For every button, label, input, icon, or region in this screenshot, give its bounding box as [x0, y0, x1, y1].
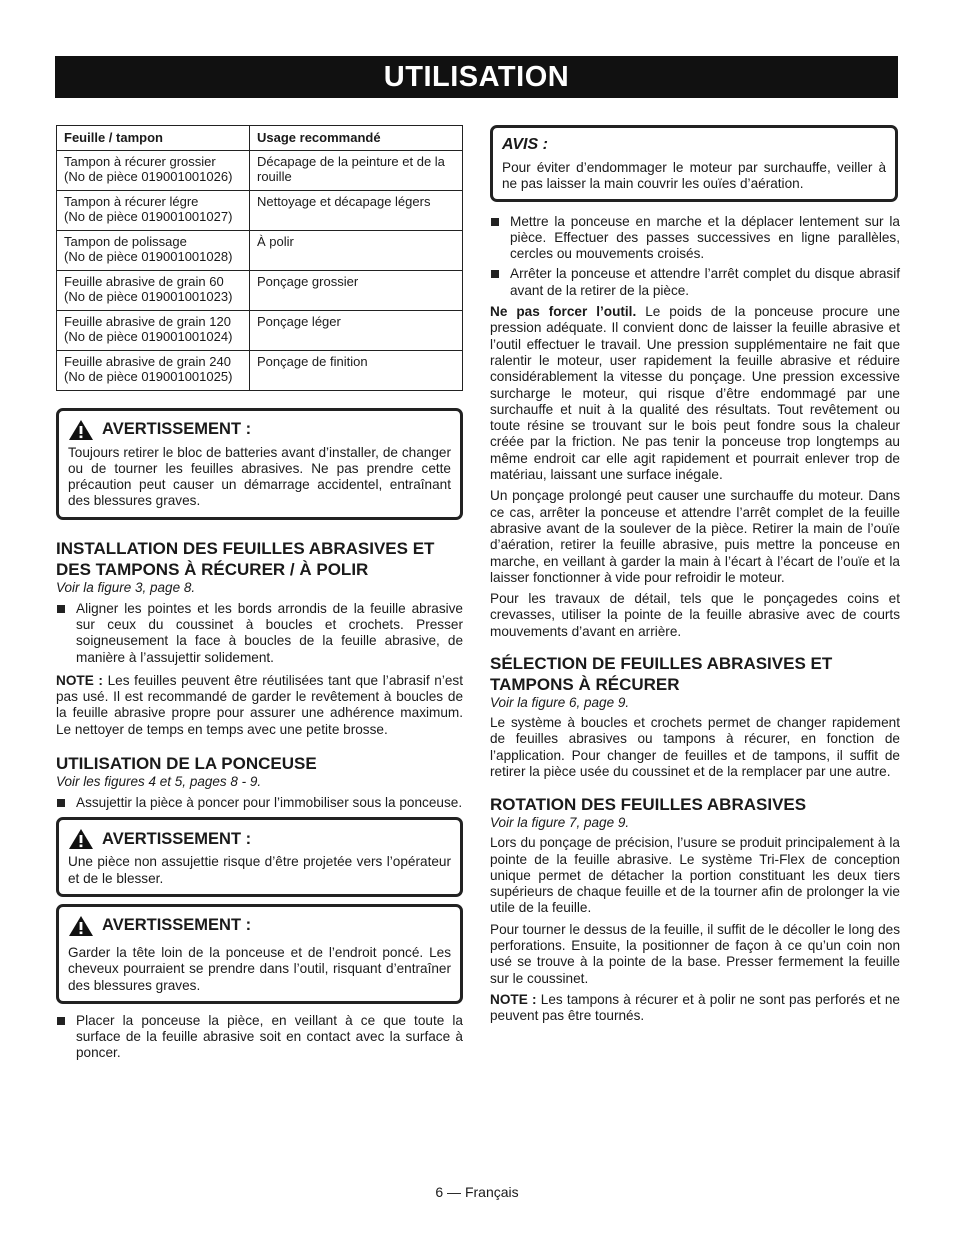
note-label: NOTE : — [56, 672, 103, 688]
left-column — [56, 125, 463, 1062]
paragraph-selection: Le système à boucles et crochets permet de changer rapidement de feuilles abrasives ou tampons à récurer, en fonction de l’application. Pour changer de feuilles et de tampons, il suffit de retirer la pièce usée du coussinet et de la remplacer par une autre. — [490, 715, 900, 779]
warning-body: Garder la tête loin de la ponceuse et de l’endroit poncé. Les cheveux pourraient se prendre dans l’outil, risquant d’entraîner des blessures graves. — [68, 944, 451, 993]
paragraph-force — [490, 304, 900, 483]
note-label: NOTE : — [490, 991, 537, 1007]
page-number: 6 — Français — [435, 1184, 519, 1200]
note-paragraph — [56, 673, 463, 738]
square-bullet-icon — [491, 270, 499, 278]
table-cell: Nettoyage et décapage légers — [250, 190, 463, 230]
warning-title — [68, 419, 451, 441]
table-cell: Tampon à récurer légre (No de pièce 019001001027) — [57, 190, 250, 230]
notice-body: Pour éviter d’endommager le moteur par surchauffe, veiller à ne pas laisser la main couvrir les ouïes d’aération. — [502, 160, 886, 192]
paragraph-lead: Ne pas forcer l’outil. — [490, 304, 637, 320]
square-bullet-icon — [57, 605, 65, 613]
list-item-text: Aligner les pointes et les bords arrondis de la feuille abrasive sur ceux du coussinet à boucles et crochets. Presser soigneusement la face à boucles de la feuille abrasive, de manière à l’assujettir solidement. — [76, 600, 463, 665]
paragraph-rotation-1: Lors du ponçage de précision, l’usure se produit principalement à la pointe de la feuille abrasive. Le système Tri-Flex de conception unique permet de détacher la portion constituant les deux tiers supérieurs de chaque feuille et de la tourner afin de prolonger la vie utile de la feuille. — [490, 835, 900, 916]
section-heading-selection: SÉLECTION DE FEUILLES ABRASIVES ET TAMPONS À RÉCURER — [490, 654, 833, 695]
page-banner-title: UTILISATION — [55, 56, 898, 98]
list-item-text: Mettre la ponceuse en marche et la déplacer lentement sur la pièce. Effectuer des passes successives en ligne parallèles, cercles ou mouvements croisés. — [510, 213, 900, 262]
warning-title — [68, 828, 451, 850]
warning-title-text: AVERTISSEMENT : — [102, 916, 252, 935]
warning-body: Une pièce non assujettie risque d’être projetée vers l’opérateur et de le blesser. — [68, 854, 451, 886]
table-row — [57, 350, 463, 390]
paragraph-text: Le poids de la ponceuse procure une pression adéquate. Il convient donc de laisser la feuille abrasive et l’outil effectuer le travail. Une pression supplémentaire ne fait que ralentir le moteur, user rapidement la feuille abrasive et réduire considérablement la vitesse du ponçage. Une pression excessive surcharge le moteur, qui risque d’être endommagé par une surchauffe et nuit à la qualité des résultats. Tout revêtement ou toute résine se trouvant sur le bois peut fondre sous la chaleur créée par la friction. Ne pas tenir la ponceuse trop longtemps au même endroit car elle agit rapidement et pourrait enlever trop de matériau, laissant une surface inégale. — [490, 304, 900, 483]
warning-box-batteries — [56, 408, 463, 520]
table-row — [57, 150, 463, 190]
table-cell: Ponçage léger — [250, 310, 463, 350]
list-item — [56, 795, 463, 811]
list-item — [56, 601, 463, 666]
section-heading-installation: INSTALLATION DES FEUILLES ABRASIVES ET DES TAMPONS À RÉCURER / À POLIR — [56, 538, 435, 579]
table-row — [57, 230, 463, 270]
warning-triangle-icon — [68, 419, 94, 441]
warning-title — [68, 915, 451, 937]
table-cell: Décapage de la peinture et de la rouille — [250, 150, 463, 190]
list-item — [490, 266, 900, 299]
square-bullet-icon — [57, 1017, 65, 1025]
notice-box — [490, 125, 898, 202]
table-header-row — [57, 126, 463, 151]
table-row — [57, 310, 463, 350]
figure-reference: Voir la figure 3, page 8. — [56, 579, 196, 595]
table-cell: Feuille abrasive de grain 120 (No de pièce 019001001024) — [57, 310, 250, 350]
section-heading-use: UTILISATION DE LA PONCEUSE — [56, 754, 317, 774]
square-bullet-icon — [57, 799, 65, 807]
list-item — [56, 1013, 463, 1062]
paragraph-overheat: Un ponçage prolongé peut causer une surchauffe du moteur. Dans ce cas, arrêter la ponceuse et attendre l’arrêt complet de la feuille abrasive avant de la soulever de la pièce. Retirer la main de l’ouïe d’aération, retirer la feuille abrasive, puis mettre la ponceuse en marche, en veillant à garder la main à l’écart à l’écart de l’ouïe et la laisser fonctionner à vide pour refroidir le moteur. — [490, 488, 900, 585]
list-item-text: Placer la ponceuse la pièce, en veillant à ce que toute la surface de la feuille abrasive soit en contact avec la surface à poncer. — [76, 1012, 463, 1061]
warning-triangle-icon — [68, 915, 94, 937]
paragraph-detail: Pour les travaux de détail, tels que le ponçagedes coins et crevasses, utiliser la pointe de la feuille abrasive avec de courts mouvements d’avant en arrière. — [490, 591, 900, 639]
table-cell: Ponçage de finition — [250, 350, 463, 390]
paragraph-rotation-2: Pour tourner le dessus de la feuille, il suffit de le décoller le long des perforations. Ensuite, la positionner de façon à ce qu’un coin non usé se trouve à la pointe de la base. Presser fermement la feuille sur le coussinet. — [490, 921, 900, 986]
note-paragraph — [490, 992, 900, 1025]
table-row — [57, 190, 463, 230]
table-row — [57, 270, 463, 310]
table-header-cell: Usage recommandé — [250, 126, 463, 151]
table-cell: Ponçage grossier — [250, 270, 463, 310]
warning-triangle-icon — [68, 828, 94, 850]
table-cell: À polir — [250, 230, 463, 270]
warning-box-workpiece — [56, 817, 463, 897]
right-column — [490, 125, 900, 1024]
table-cell: Tampon de polissage (No de pièce 019001001028) — [57, 230, 250, 270]
page-footer — [0, 1184, 954, 1200]
list-item-text: Arrêter la ponceuse et attendre l’arrêt complet du disque abrasif avant de la retirer de la pièce. — [510, 266, 900, 298]
figure-reference: Voir la figure 7, page 9. — [490, 815, 630, 831]
table-cell: Feuille abrasive de grain 60 (No de pièce 019001001023) — [57, 270, 250, 310]
warning-box-hair — [56, 904, 463, 1004]
warning-title-text: AVERTISSEMENT : — [102, 829, 252, 848]
list-item-text: Assujettir la pièce à poncer pour l’immobiliser sous la ponceuse. — [76, 795, 463, 811]
square-bullet-icon — [491, 218, 499, 226]
parts-table — [56, 125, 463, 391]
note-text: Les feuilles peuvent être réutilisées tant que l’abrasif n’est pas usé. Il est recommandé de garder le revêtement à boucles de la feuille abrasive propre pour assurer une adhérence maximum. Le nettoyer de temps en temps avec une petite brosse. — [56, 672, 463, 737]
notice-title: AVIS : — [502, 136, 548, 153]
warning-body: Toujours retirer le bloc de batteries avant d’installer, de changer ou de tourner les feuilles abrasives. Ne pas prendre cette précaution peut causer un démarrage accidentel, entraînant des blessures graves. — [68, 444, 451, 509]
note-text: Les tampons à récurer et à polir ne sont pas perforés et ne peuvent pas être tournés. — [490, 991, 900, 1024]
warning-title-text: AVERTISSEMENT : — [102, 420, 252, 438]
table-header-cell: Feuille / tampon — [57, 126, 250, 151]
table-cell: Feuille abrasive de grain 240 (No de pièce 019001001025) — [57, 350, 250, 390]
figure-reference: Voir la figure 6, page 9. — [490, 695, 630, 711]
table-cell: Tampon à récurer grossier (No de pièce 019001001026) — [57, 150, 250, 190]
list-item — [490, 214, 900, 263]
figure-reference: Voir les figures 4 et 5, pages 8 - 9. — [56, 774, 262, 790]
section-heading-rotation: ROTATION DES FEUILLES ABRASIVES — [490, 795, 807, 815]
